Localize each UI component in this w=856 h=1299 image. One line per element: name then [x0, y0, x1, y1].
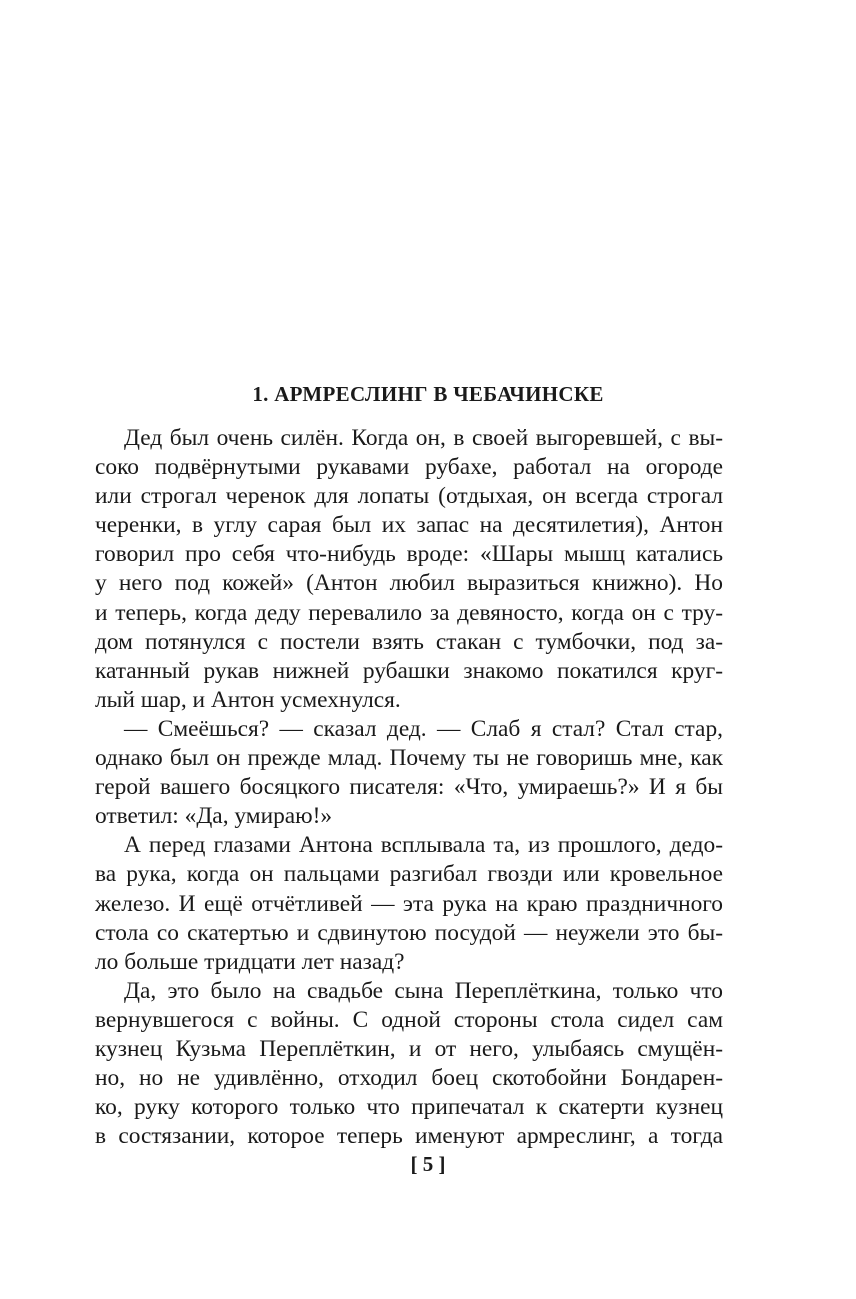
text-line: кузнец Кузьма Переплёткин, и от него, улыбаясь смущён-: [95, 1035, 723, 1062]
text-line: вернувшегося с войны. С одной стороны стола сидел сам: [95, 1006, 723, 1033]
text-line: однако был он прежде млад. Почему ты не говоришь мне, как: [95, 745, 723, 772]
text-line: или строгал черенок для лопаты (отдыхая, он всегда строгал: [95, 483, 723, 510]
text-line: и теперь, когда деду перевалило за девяносто, когда он с тру-: [95, 599, 723, 626]
body-text: [95, 424, 723, 1151]
text-line: А перед глазами Антона всплывала та, из прошлого, дедо-: [124, 832, 723, 859]
text-line: черенки, в углу сарая был их запас на десятилетия), Антон: [95, 512, 723, 539]
text-line: но, но не удивлённо, отходил боец скотобойни Бондарен-: [95, 1065, 723, 1092]
text-line: Да, это было на свадьбе сына Переплёткина, только что: [124, 977, 723, 1004]
text-line: ко, руку которого только что припечатал к скатерти кузнец: [95, 1094, 723, 1121]
text-line: Дед был очень силён. Когда он, в своей выгоревшей, с вы-: [124, 425, 723, 451]
text-line: стола со скатертью и сдвинутою посудой — неужели это бы-: [95, 919, 723, 946]
text-line: дом потянулся с постели взять стакан с тумбочки, под за-: [95, 628, 723, 655]
text-line: в состязании, которое теперь именуют армреслинг, а тогда: [95, 1123, 723, 1150]
text-line: лый шар, и Антон усмехнулся.: [95, 686, 401, 713]
text-line: — Смеёшься? — сказал дед. — Слаб я стал? Стал стар,: [124, 715, 723, 742]
text-line: катанный рукав нижней рубашки знакомо покатился круг-: [95, 657, 723, 684]
text-line: ответил: «Да, умираю!»: [95, 803, 333, 830]
chapter-title: 1. АРМРЕСЛИНГ В ЧЕБАЧИНСКЕ: [252, 382, 604, 406]
text-line: у него под кожей» (Антон любил выразиться книжно). Но: [95, 570, 723, 597]
text-line: ва рука, когда он пальцами разгибал гвозди или кровельное: [95, 861, 723, 888]
text-line: соко подвёрнутыми рукавами рубахе, работал на огороде: [95, 454, 723, 481]
text-line: ло больше тридцати лет назад?: [95, 948, 405, 975]
page-number: [ 5 ]: [410, 1152, 446, 1176]
text-line: герой вашего босяцкого писателя: «Что, умираешь?» И я бы: [95, 774, 723, 801]
text-line: говорил про себя что-нибудь вроде: «Шары мышц катались: [95, 541, 723, 568]
text-line: железо. И ещё отчётливей — эта рука на краю праздничного: [95, 890, 723, 917]
